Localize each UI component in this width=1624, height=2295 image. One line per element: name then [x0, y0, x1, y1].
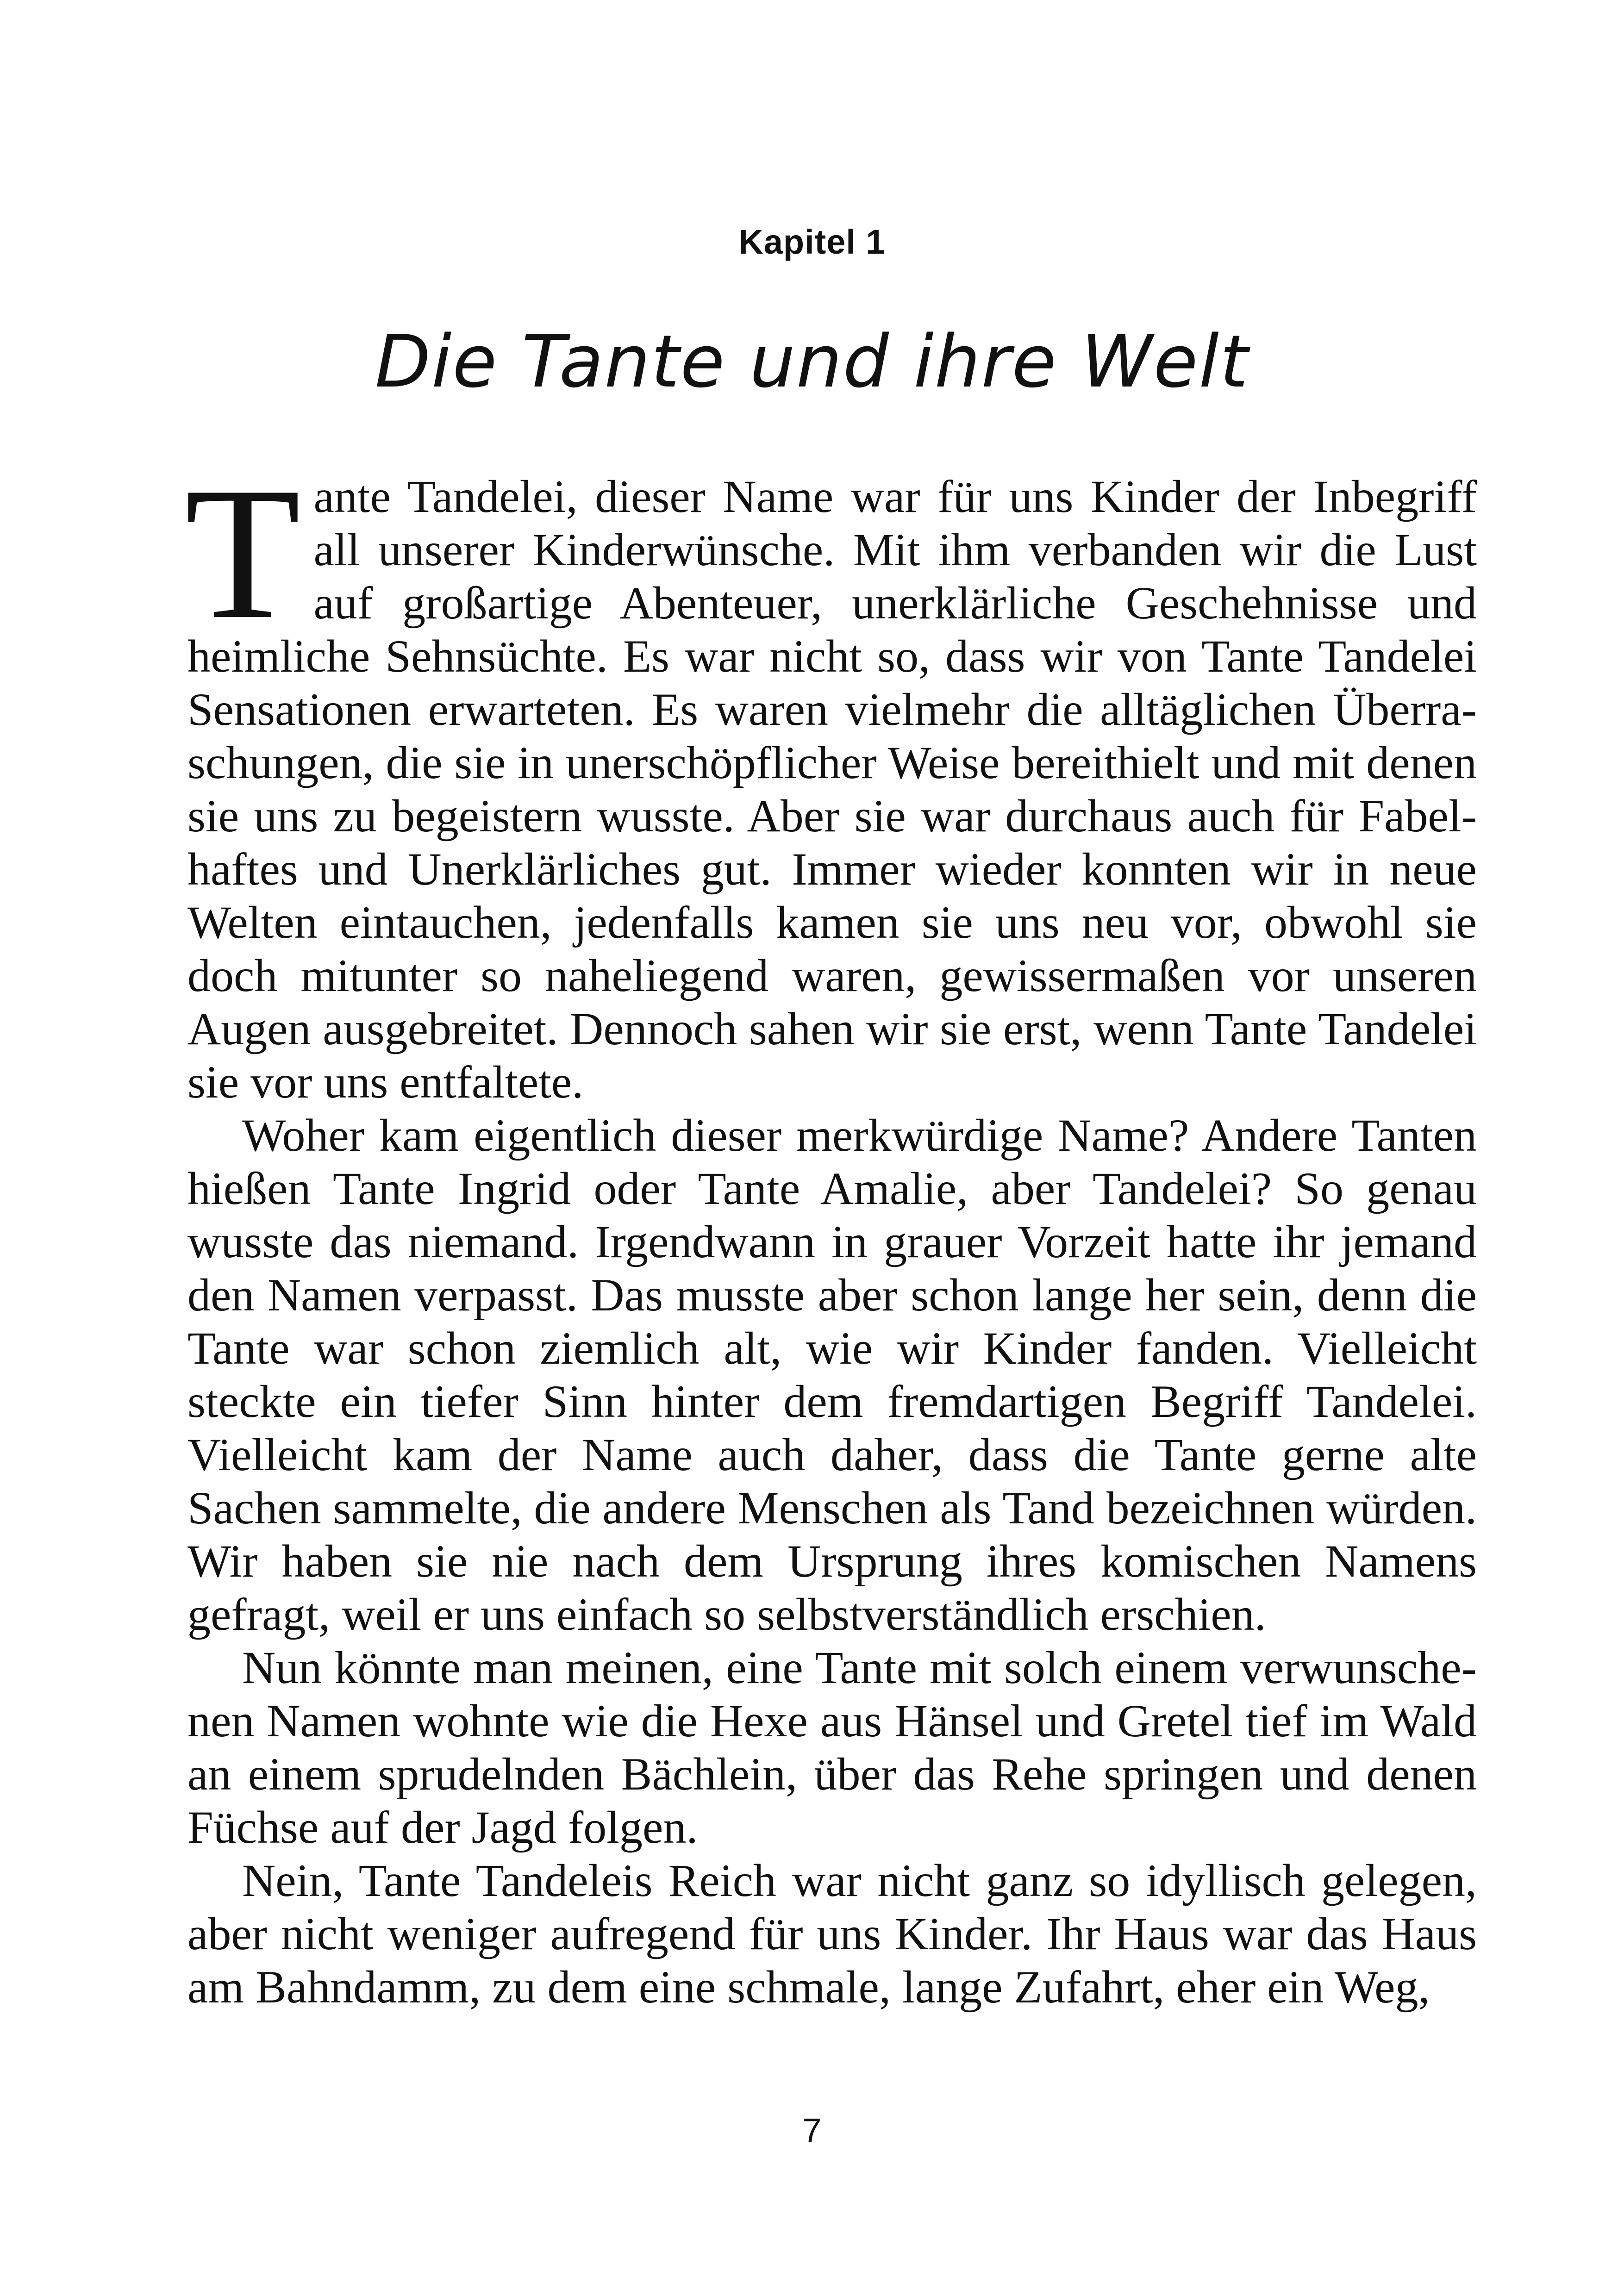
paragraph-2: Woher kam eigentlich dieser merkwürdige Name? Andere Tanten hießen Tante Ingrid oder Tante Amalie, aber Tandelei? So genau wusste das niemand. Irgendwann in grauer Vorzeit hatte ihr jemand den Namen verpasst. Das musste aber schon lange her sein, denn die Tante war schon ziemlich alt, wie wir Kinder fanden. Vielleicht steckte ein tiefer Sinn hinter dem fremdartigen Begriff Tandelei. Vielleicht kam der Name auch daher, dass die Tante gerne alte Sachen sammelte, die andere Menschen als Tand bezeichnen würden. Wir haben sie nie nach dem Ursprung ihres komischen Namens gefragt, weil er uns einfach so selbstverständlich erschien. — [187, 1110, 1477, 1640]
chapter-title: Die Tante und ihre Welt — [375, 319, 1249, 404]
paragraph-3: Nun könnte man meinen, eine Tante mit solch einem verwunschenen Namen wohnte wie die Hexe aus Hänsel und Gretel tief im Wald an einem sprudelnden Bächlein, über das Rehe springen und denen Füchse auf der Jagd folgen. — [187, 1642, 1477, 1853]
chapter-label: Kapitel 1 — [738, 223, 886, 261]
page-number: 7 — [802, 2111, 822, 2150]
drop-cap: T — [185, 448, 301, 658]
paragraph-4: Nein, Tante Tandeleis Reich war nicht ganz so idyllisch gelegen, aber nicht weniger aufregend für uns Kinder. Ihr Haus war das Haus am Bahndamm, zu dem eine schmale, lange Zufahrt, eher ein Weg, — [187, 1855, 1477, 2013]
paragraph-1-text: ante Tandelei, dieser Name war für uns Kinder der Inbegriff all unserer Kinderwünsche. Mit ihm verbanden wir die Lust auf großartige Abenteuer, unerklärliche Geschehnisse und heimliche Sehnsüchte. Es war nicht so, dass wir von Tante Tandelei Sensationen erwarteten. Es waren vielmehr die alltäglichen Überraschungen, die sie in unerschöpflicher Weise bereithielt und mit denen sie uns zu begeistern wusste. Aber sie war durchaus auch für Fabelhaftes und Unerklärliches gut. Immer wieder konnten wir in neue Welten eintauchen, jedenfalls kamen sie uns neu vor, obwohl sie doch mitunter so naheliegend waren, gewissermaßen vor unseren Augen ausgebreitet. Dennoch sahen wir sie erst, wenn Tante Tandelei sie vor uns entfaltete. — [187, 471, 1477, 1108]
paragraph-1 — [185, 448, 1477, 1109]
body-text — [185, 448, 1477, 2014]
